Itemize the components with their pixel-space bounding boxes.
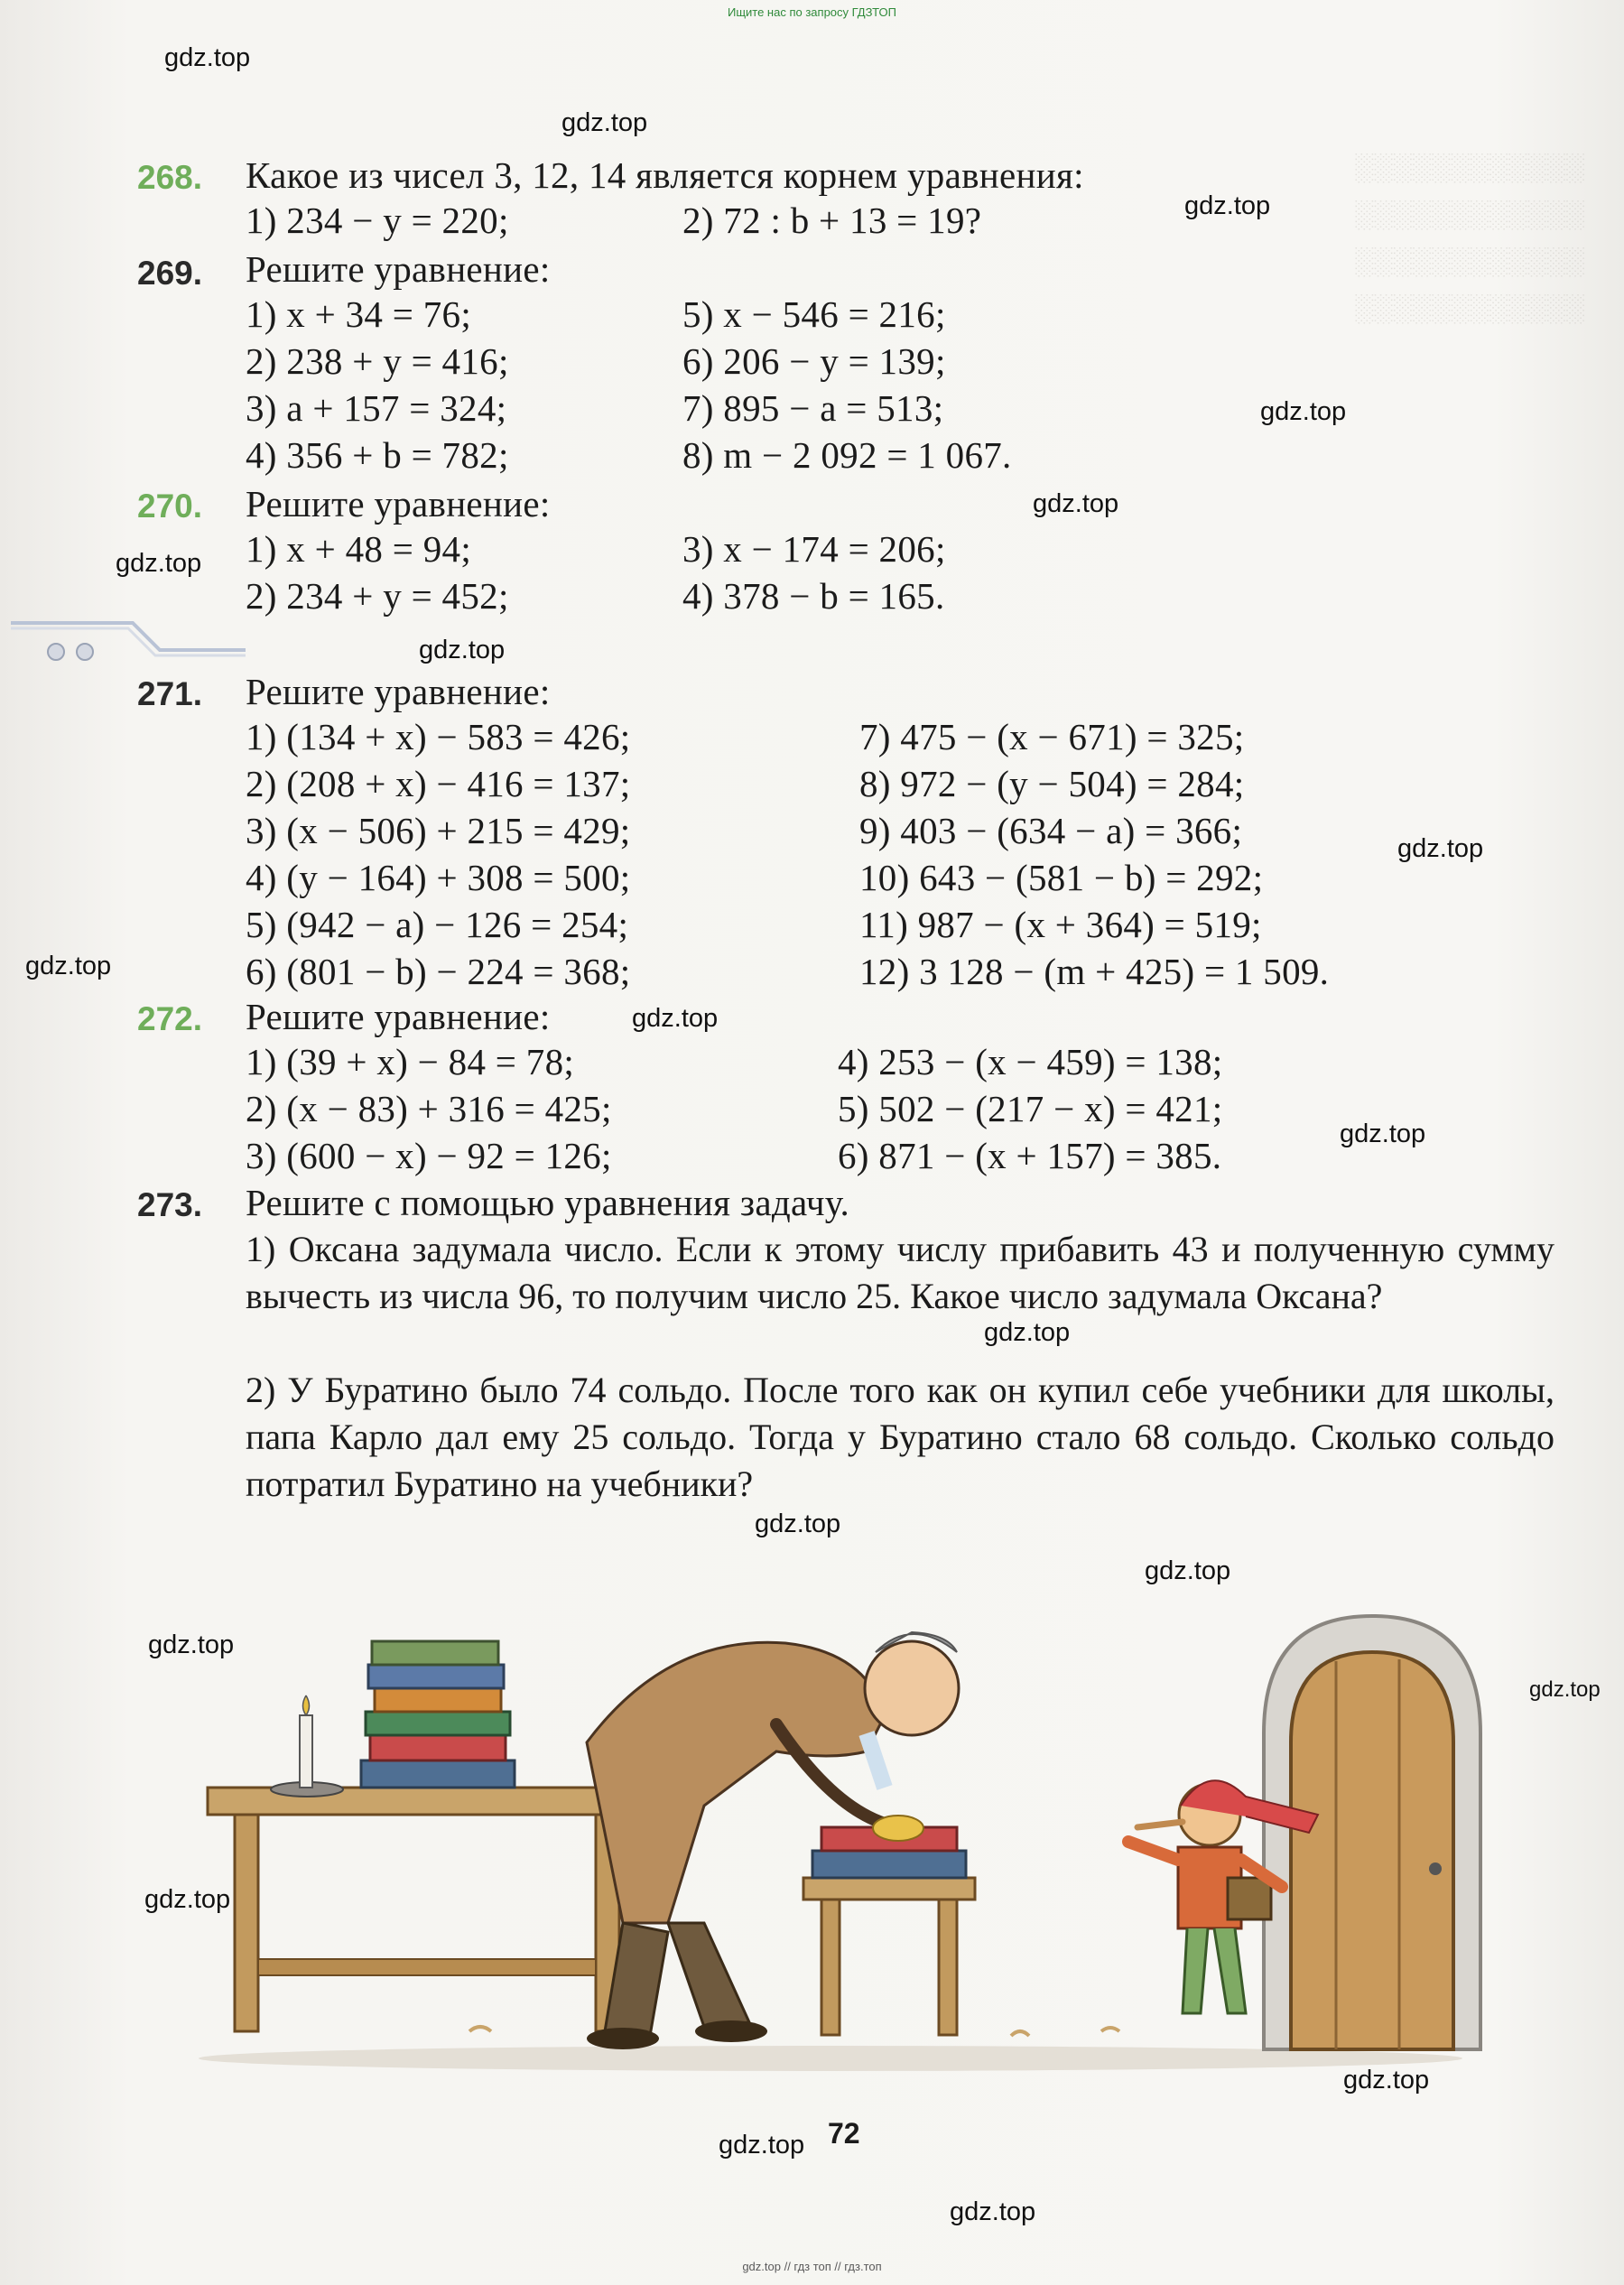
table-icon (208, 1788, 659, 2031)
watermark-link[interactable]: gdz.top (25, 952, 112, 980)
watermark-link[interactable]: gdz.top (148, 1630, 235, 1659)
problem-269-item: 4) 356 + b = 782; (246, 434, 509, 476)
watermark-link[interactable]: gdz.top (1340, 1119, 1426, 1148)
stool-icon (803, 1827, 975, 2035)
bleed-through-texture: ░░░░░░░░░░░░ ░░░░░░░░░░░░ ░░░░░░░░░░░░ ░░░░░░░░░░░░ (1354, 153, 1585, 323)
door-icon (1264, 1616, 1480, 2049)
problem-271-item: 9) 403 − (634 − a) = 366; (859, 810, 1243, 851)
problem-270-item: 1) x + 48 = 94; (246, 528, 472, 570)
problem-273-task-2: 2) У Буратино было 74 сольдо. После того как он купил себе учебники для школы, папа Карло дал ему 25 сольдо. Тогда у Буратино стало 68 сольдо. Сколько сольдо потратил Буратино на учебники? (246, 1370, 1554, 1504)
candle-icon (271, 1695, 343, 1797)
problem-271-item: 4) (y − 164) + 308 = 500; (246, 857, 631, 898)
problem-270-item: 2) 234 + y = 452; (246, 575, 509, 617)
problem-number-271: 271. (137, 675, 203, 712)
watermark-link[interactable]: gdz.top (1343, 2066, 1430, 2095)
problem-number-270: 270. (137, 488, 203, 525)
problem-269-item: 3) a + 157 = 324; (246, 387, 507, 429)
problem-268-item-2: 2) 72 : b + 13 = 19? (682, 200, 982, 241)
watermark-link[interactable]: gdz.top (1184, 191, 1271, 220)
problem-270-item: 4) 378 − b = 165. (682, 575, 945, 617)
problem-272-prompt: Решите уравнение: (246, 996, 551, 1037)
watermark-link[interactable]: gdz.top (632, 1004, 719, 1033)
problem-271-prompt: Решите уравнение: (246, 671, 551, 712)
problem-269-item: 1) x + 34 = 76; (246, 293, 472, 335)
problem-number-268: 268. (137, 159, 203, 196)
problem-269-item: 5) x − 546 = 216; (682, 293, 946, 335)
watermark-link[interactable]: gdz.top (164, 43, 251, 72)
watermark-link[interactable]: gdz.top (755, 1509, 841, 1538)
watermark-link[interactable]: gdz.top (116, 549, 202, 578)
watermark-link[interactable]: gdz.top (1145, 1556, 1231, 1585)
bottom-banner[interactable]: gdz.top // гдз топ // гдз.топ (742, 2260, 882, 2273)
watermark-link[interactable]: gdz.top (1397, 834, 1484, 863)
problem-271-item: 5) (942 − a) − 126 = 254; (246, 904, 629, 945)
problem-270-item: 3) x − 174 = 206; (682, 528, 946, 570)
problem-268-item-1: 1) 234 − y = 220; (246, 200, 509, 241)
top-banner[interactable]: Ищите нас по запросу ГДЗТОП (727, 5, 896, 19)
problem-number-272: 272. (137, 1000, 203, 1037)
problem-271-item: 2) (208 + x) − 416 = 137; (246, 763, 631, 804)
problem-272-item: 1) (39 + x) − 84 = 78; (246, 1041, 575, 1082)
books-stack-icon (361, 1641, 515, 1788)
problem-271-item: 12) 3 128 − (m + 425) = 1 509. (859, 951, 1330, 992)
problem-269-item: 2) 238 + y = 416; (246, 340, 509, 382)
problem-271-item: 10) 643 − (581 − b) = 292; (859, 857, 1264, 898)
page-decoration-icon (11, 616, 246, 670)
watermark-link[interactable]: gdz.top (144, 1885, 231, 1914)
watermark-link[interactable]: gdz.top (419, 636, 506, 664)
problem-273-task-1: 1) Оксана задумала число. Если к этому числу прибавить 43 и полученную сумму вычесть из числа 96, то получим число 25. Какое число задумала Оксана? (246, 1229, 1554, 1316)
papa-carlo-figure (587, 1632, 959, 2049)
problem-270-prompt: Решите уравнение: (246, 483, 551, 525)
problem-269-item: 7) 895 − a = 513; (682, 387, 944, 429)
problem-271-item: 1) (134 + x) − 583 = 426; (246, 716, 631, 757)
problem-number-273: 273. (137, 1186, 203, 1223)
problem-273-prompt: Решите с помощью уравнения задачу. (246, 1182, 850, 1223)
problem-272-item: 2) (x − 83) + 316 = 425; (246, 1088, 612, 1129)
problem-271-item: 11) 987 − (x + 364) = 519; (859, 904, 1262, 945)
problem-269-item: 6) 206 − y = 139; (682, 340, 946, 382)
illustration-papa-carlo-buratino (199, 1580, 1562, 2076)
watermark-link[interactable]: gdz.top (984, 1318, 1071, 1347)
problem-272-item: 6) 871 − (x + 157) = 385. (838, 1135, 1222, 1176)
problem-268-prompt: Какое из чисел 3, 12, 14 является корнем уравнения: (246, 154, 1084, 196)
watermark-link[interactable]: gdz.top (719, 2131, 805, 2160)
problem-272-item: 5) 502 − (217 − x) = 421; (838, 1088, 1223, 1129)
problem-271-item: 3) (x − 506) + 215 = 429; (246, 810, 631, 851)
problem-269-prompt: Решите уравнение: (246, 248, 551, 290)
problem-271-item: 6) (801 − b) − 224 = 368; (246, 951, 631, 992)
problem-271-item: 7) 475 − (x − 671) = 325; (859, 716, 1245, 757)
problem-271-item: 8) 972 − (y − 504) = 284; (859, 763, 1245, 804)
watermark-link[interactable]: gdz.top (1260, 397, 1347, 426)
problem-269-item: 8) m − 2 092 = 1 067. (682, 434, 1012, 476)
watermark-link[interactable]: gdz.top (561, 108, 648, 137)
watermark-link[interactable]: gdz.top (1033, 489, 1119, 518)
problem-272-item: 3) (600 − x) − 92 = 126; (246, 1135, 612, 1176)
problem-number-269: 269. (137, 255, 203, 292)
watermark-link[interactable]: gdz.top (1529, 1677, 1601, 1702)
page-number: 72 (828, 2117, 860, 2150)
watermark-link[interactable]: gdz.top (950, 2197, 1036, 2226)
problem-272-item: 4) 253 − (x − 459) = 138; (838, 1041, 1223, 1082)
